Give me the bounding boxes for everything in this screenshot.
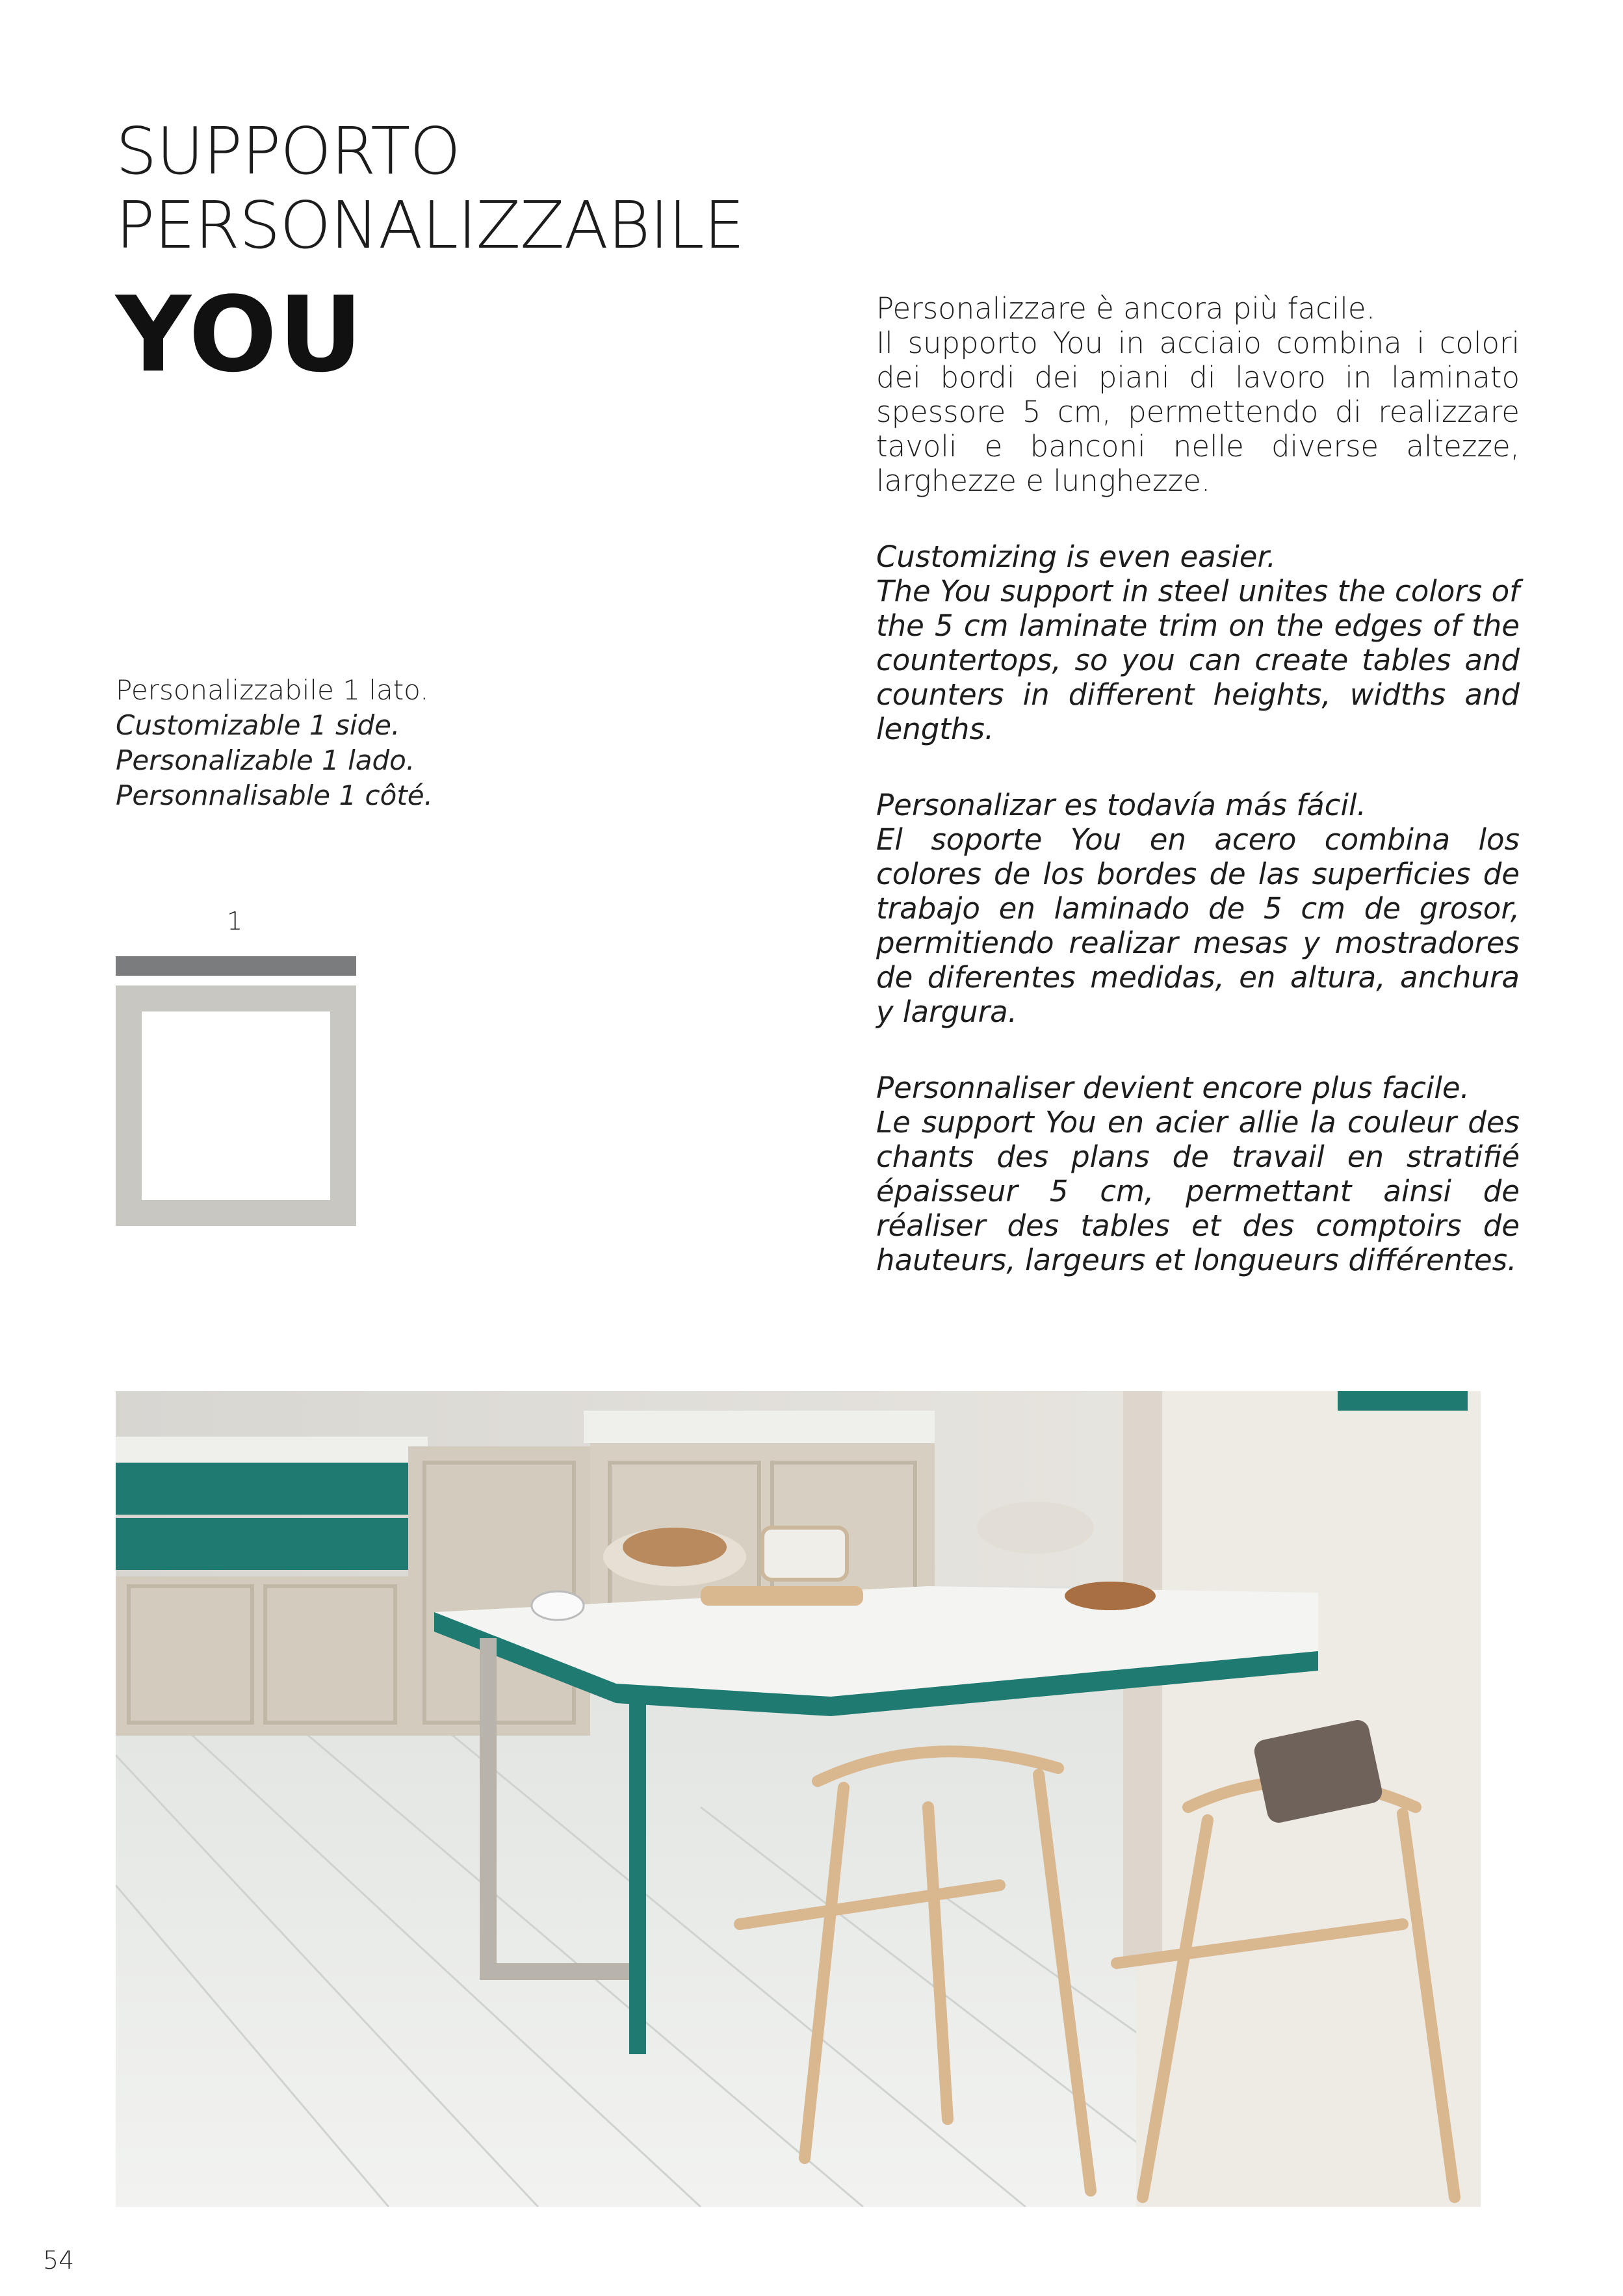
paragraph-es bbox=[876, 788, 1520, 1029]
paragraph-fr-lead: Personnaliser devient encore plus facile. bbox=[876, 1071, 1470, 1105]
page-number: 54 bbox=[43, 2246, 75, 2275]
kitchen-photo bbox=[116, 1391, 1481, 2207]
paragraph-es-body: El soporte You en acero combina los colores de los bordes de las superficies de trabajo en laminado de 5 cm de grosor, permitiendo realizar mesas y mostradores de diferentes medidas, en altura, anchura y largura. bbox=[876, 822, 1520, 1029]
side-note bbox=[116, 673, 433, 813]
side-note-es: Personalizable 1 lado. bbox=[116, 744, 415, 776]
side-note-fr: Personnalisable 1 côté. bbox=[116, 779, 433, 811]
paragraph-en-body: The You support in steel unites the colors of the 5 cm laminate trim on the edges of the countertops, so you can create tables and counters in different heights, widths and lengths. bbox=[876, 574, 1520, 746]
paragraph-en bbox=[876, 540, 1520, 746]
paragraph-es-lead: Personalizar es todavía más fácil. bbox=[876, 788, 1366, 822]
paragraph-it-lead: Personalizzare è ancora più facile. bbox=[876, 291, 1375, 326]
diagram-frame-inner bbox=[142, 1011, 330, 1200]
side-note-it: Personalizzabile 1 lato. bbox=[116, 674, 429, 706]
side-note-en: Customizable 1 side. bbox=[116, 709, 400, 741]
paragraph-it-body: Il supporto You in acciaio combina i colori dei bordi dei piani di lavoro in laminato spessore 5 cm, permettendo di realizzare tavoli e banconi nelle diverse altezze, larghezze e lunghezze. bbox=[876, 326, 1520, 498]
title-line-1: SUPPORTO bbox=[116, 113, 460, 189]
product-name: YOU bbox=[116, 274, 365, 395]
diagram-side-label: 1 bbox=[227, 907, 243, 935]
kitchen-photo-illustration bbox=[116, 1391, 1481, 2207]
diagram-frame bbox=[116, 985, 356, 1226]
paragraph-fr bbox=[876, 1071, 1520, 1277]
description-column bbox=[876, 291, 1520, 1319]
paragraph-en-lead: Customizing is even easier. bbox=[876, 540, 1277, 574]
title-line-2: PERSONALIZZABILE bbox=[116, 187, 744, 263]
paragraph-it bbox=[876, 291, 1520, 498]
paragraph-fr-body: Le support You en acier allie la couleur des chants des plans de travail en stratifié épaisseur 5 cm, permettant ainsi de réaliser des tables et des comptoirs de hauteurs, largeurs et longueurs différentes. bbox=[876, 1105, 1520, 1277]
diagram-top-bar bbox=[116, 956, 356, 976]
